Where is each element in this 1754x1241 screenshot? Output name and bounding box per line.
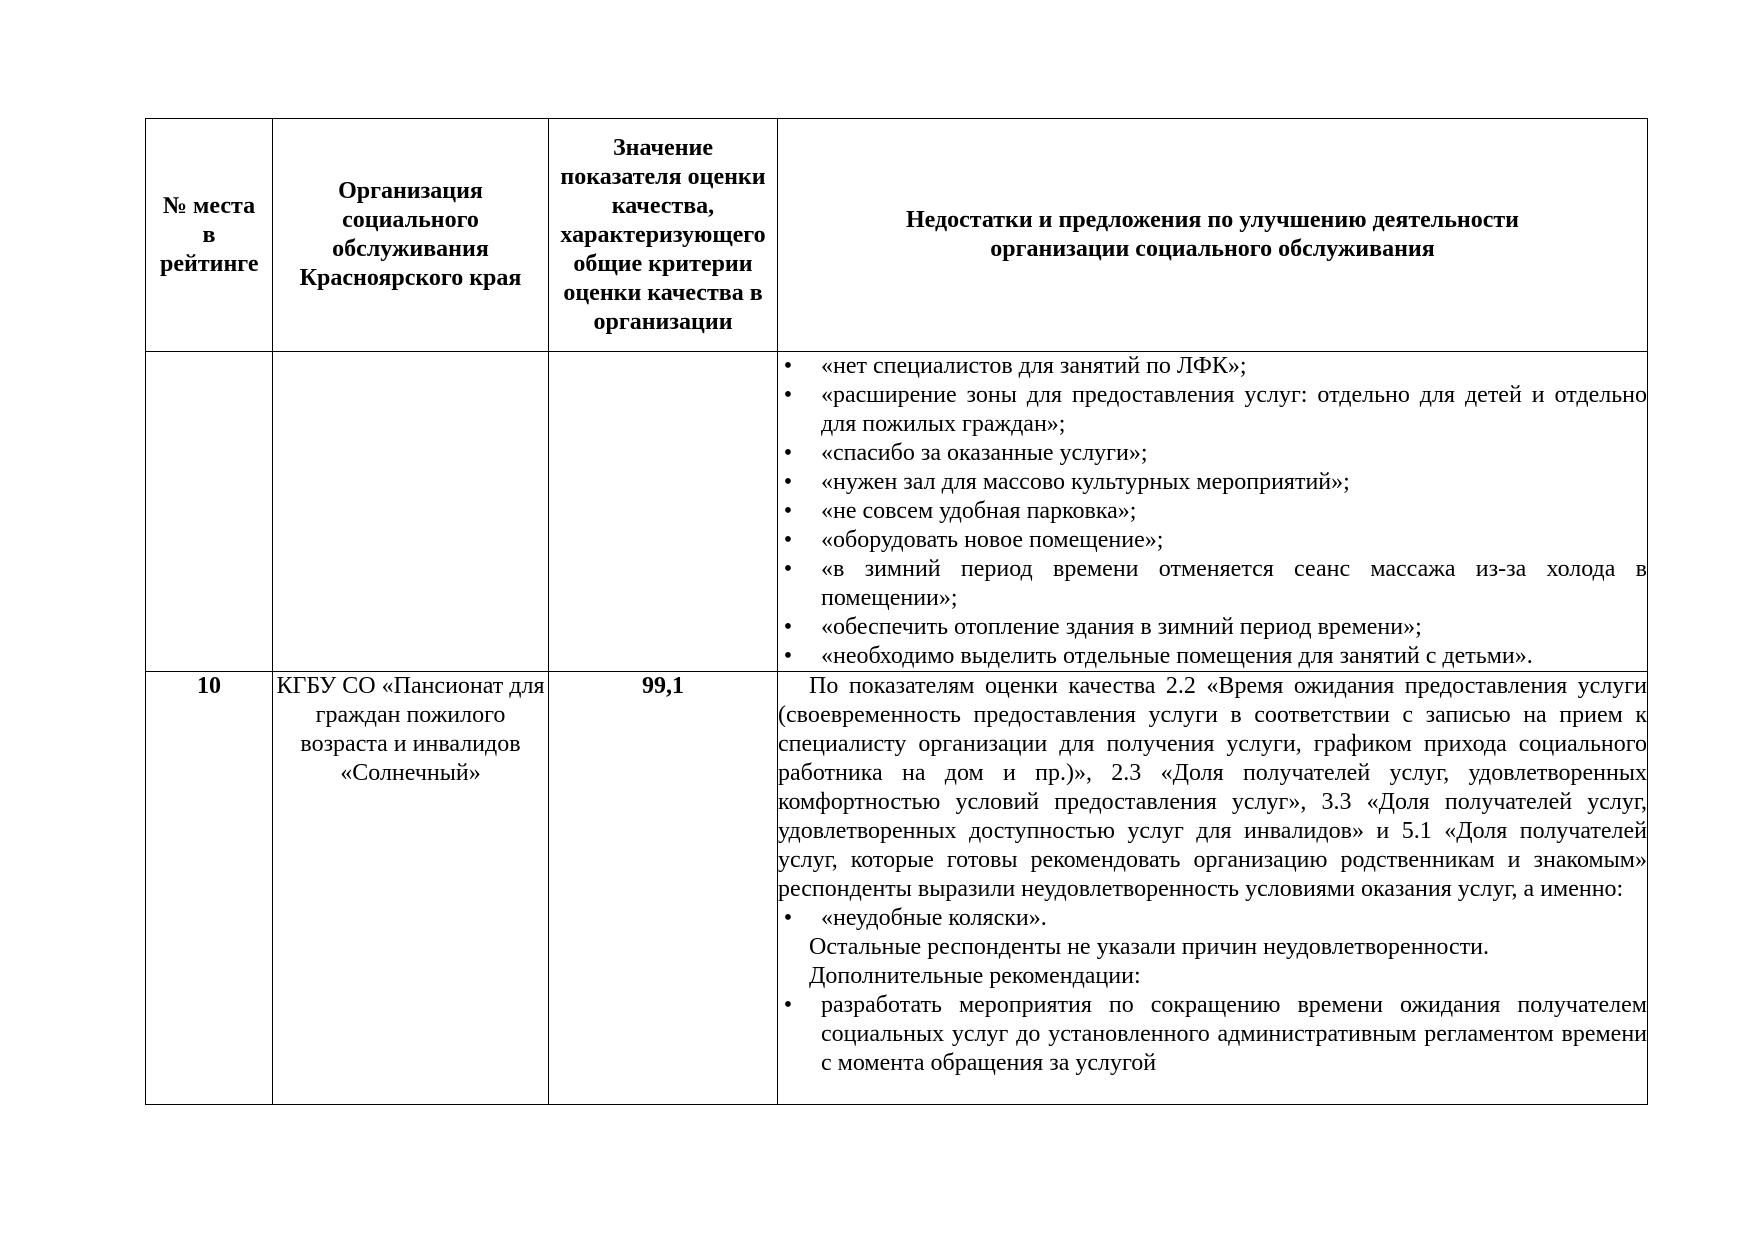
bullet-icon: •: [783, 498, 793, 524]
rating-table: [145, 118, 1648, 1105]
feedback-item: [778, 468, 1647, 497]
feedback-item: [778, 642, 1647, 671]
place-cell-empty: [146, 352, 273, 672]
recommendations-list: [778, 991, 1647, 1078]
header-notes: Недостатки и предложения по улучшению деятельности организации социального обслуживания: [778, 119, 1648, 352]
org-cell-empty: [273, 352, 549, 672]
feedback-item: [778, 613, 1647, 642]
bullet-icon: •: [783, 353, 793, 379]
organization-name: КГБУ СО «Пансионат для граждан пожилого возраста и инвалидов «Солнечный»: [273, 672, 549, 1105]
table-row-10: [146, 672, 1648, 1105]
score-value: 99,1: [549, 672, 778, 1105]
continued-bullet-list: [778, 352, 1647, 671]
feedback-item: [778, 555, 1647, 613]
table-header-row: [146, 119, 1648, 352]
recommendation-item: [778, 991, 1647, 1078]
intro-paragraph: По показателям оценки качества 2.2 «Время ожидания предоставления услуги (своевременность предоставления услуги в соответствии с записью на прием к специалисту организации для получения услуги, графиком прихода социального работника на дом и пр.)», 2.3 «Доля получателей услуг, удовлетворенных комфортностью условий предоставления услуг», 3.3 «Доля получателей услуг, удовлетворенных доступностью услуг для инвалидов» и 5.1 «Доля получателей услуг, которые готовы рекомендовать организацию родственникам и знакомым» респонденты выразили неудовлетворенность условиями оказания услуг, а именно:: [778, 673, 1647, 902]
feedback-item: [778, 526, 1647, 555]
complaint-item: [778, 904, 1647, 933]
feedback-item-text: «в зимний период времени отменяется сеанс массажа из-за холода в помещении»;: [821, 556, 1647, 611]
bullet-icon: •: [783, 905, 793, 931]
feedback-item-text: «необходимо выделить отдельные помещения для занятий с детьми».: [821, 643, 1533, 669]
feedback-item: [778, 352, 1647, 381]
feedback-item-text: «расширение зоны для предоставления услуг: отдельно для детей и отдельно для пожилых граждан»;: [821, 382, 1647, 437]
feedback-item: [778, 439, 1647, 468]
feedback-item: [778, 381, 1647, 439]
complaint-item-text: «неудобные коляски».: [821, 905, 1047, 931]
score-cell-empty: [549, 352, 778, 672]
feedback-item-text: «не совсем удобная парковка»;: [821, 498, 1137, 524]
bullet-icon: •: [783, 643, 793, 669]
feedback-item-text: «оборудовать новое помещение»;: [821, 527, 1164, 553]
bullet-icon: •: [783, 556, 793, 582]
bullet-icon: •: [783, 992, 793, 1018]
notes-cell-10: [778, 672, 1648, 1105]
recommendation-item-text: разработать мероприятия по сокращению времени ожидания получателем социальных услуг до установленного административным регламентом времени с момента обращения за услугой: [821, 992, 1647, 1076]
feedback-item: [778, 497, 1647, 526]
table-row-continued: [146, 352, 1648, 672]
feedback-item-text: «обеспечить отопление здания в зимний период времени»;: [821, 614, 1422, 640]
bullet-icon: •: [783, 440, 793, 466]
bullet-icon: •: [783, 614, 793, 640]
feedback-item-text: «нет специалистов для занятий по ЛФК»;: [821, 353, 1247, 379]
notes-content: [778, 672, 1647, 1078]
header-organization: Организация социального обслуживания Красноярского края: [273, 119, 549, 352]
place-number: 10: [146, 672, 273, 1105]
feedback-item-text: «спасибо за оказанные услуги»;: [821, 440, 1148, 466]
bullet-icon: •: [783, 469, 793, 495]
header-score: Значение показателя оценки качества, характеризующего общие критерии оценки качества в организации: [549, 119, 778, 352]
extra-title: Дополнительные рекомендации:: [809, 963, 1141, 989]
header-place: № места в рейтинге: [146, 119, 273, 352]
feedback-item-text: «нужен зал для массово культурных мероприятий»;: [821, 469, 1350, 495]
others-paragraph: Остальные респонденты не указали причин неудовлетворенности.: [809, 934, 1489, 960]
notes-cell-continued: [778, 352, 1648, 672]
bullet-icon: •: [783, 527, 793, 553]
complaints-list: [778, 904, 1647, 933]
bullet-icon: •: [783, 382, 793, 408]
